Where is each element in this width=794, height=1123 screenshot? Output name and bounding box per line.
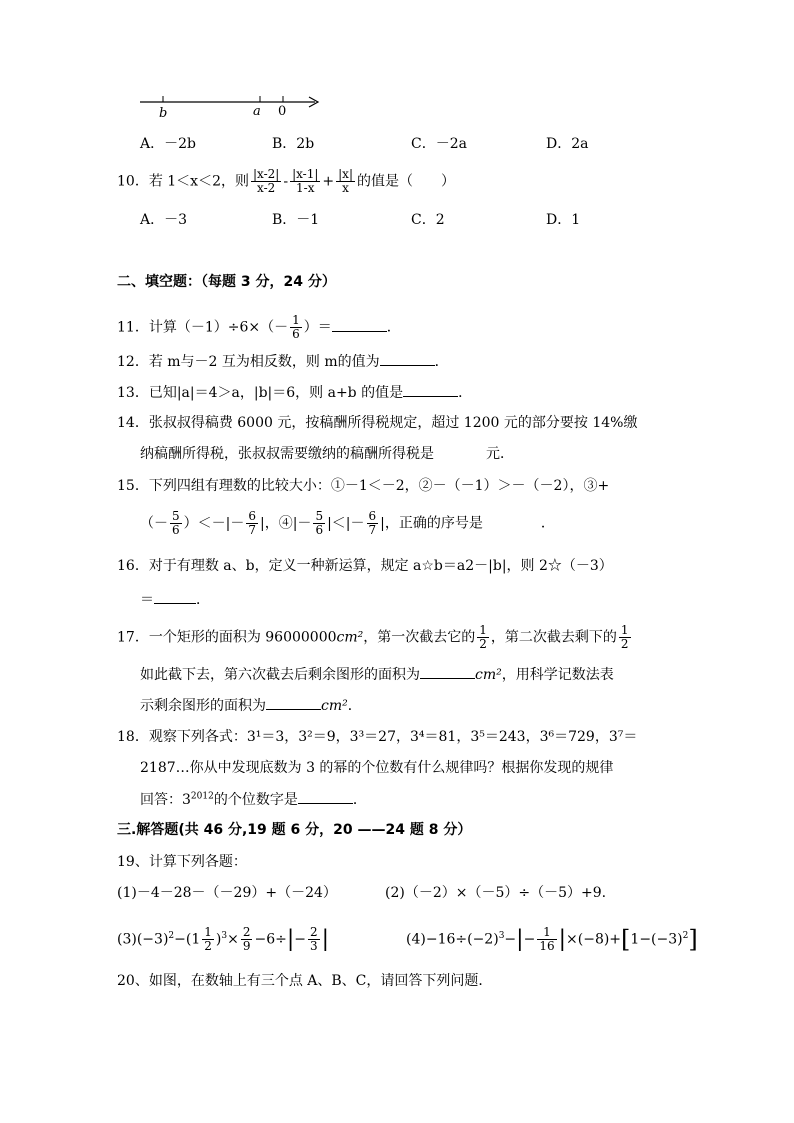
q19-p3-frac3: $\frac{2}{3}$ xyxy=(310,925,318,953)
section2-title: 二、填空题：（每题 3 分，24 分） xyxy=(117,274,336,290)
q9-option-c: C．－2a xyxy=(411,136,467,152)
q17-answer-blank-2[interactable] xyxy=(266,695,321,710)
q15-frac2: $\frac{6}{7}$ xyxy=(248,509,256,537)
q9-option-b: B．2b xyxy=(272,136,315,152)
q19-part3: $(3)(-3)^2-(1$ $\frac{1}{2}$ )$^3$× $\frac{2}{9}$ −6÷|− $\frac{2}{3}$ | xyxy=(117,925,330,953)
q19-p4-frac1: $\frac{1}{16}$ xyxy=(539,925,555,953)
q10-option-c: C．2 xyxy=(411,212,445,228)
q16-line2: ＝ ． xyxy=(140,589,210,610)
q19-title: 19、计算下列各题： xyxy=(117,854,247,870)
q13-line: 13．已知|a|＝4＞a，|b|＝6，则 a+b 的值是 ． xyxy=(117,382,472,403)
q17-line3: 示剩余图形的面积为 cm²． xyxy=(140,695,362,716)
q15-frac1: $\frac{5}{6}$ xyxy=(172,509,180,537)
q20-line: 20、如图，在数轴上有三个点 A、B、C，请回答下列问题． xyxy=(117,973,493,989)
q17-line2: 如此截下去，第六次截去后剩余图形的面积为 cm²，用科学记数法表 xyxy=(140,664,614,685)
q17-line1: 17．一个矩形的面积为 96000000cm²，第一次截去它的 $\frac{1}{2}$ ，第二次截去剩下的 $\frac{1}{2}$ xyxy=(117,623,629,651)
q10-line: 10．若 1＜x＜2，则 $\frac{|x-2|}{x-2}$ - $\frac{|x-1|}{1-x}$ + $\frac{|x|}{x}$ 的值是（ ） xyxy=(117,167,455,195)
q10-frac2: $\frac{|x-1|}{1-x}$ xyxy=(292,167,319,195)
q10-frac1: $\frac{|x-2|}{x-2}$ xyxy=(252,167,280,195)
q11-answer-blank[interactable] xyxy=(332,317,387,332)
q17-answer-blank-1[interactable] xyxy=(420,664,475,679)
q10-suffix: 的值是（ ） xyxy=(357,173,455,190)
q14-line1: 14．张叔叔得稿费 6000 元，按稿酬所得税规定，超过 1200 元的部分要按 14%缴 xyxy=(117,415,638,431)
q9-option-d: D．2a xyxy=(546,136,589,152)
q18-line2: 2187…你从中发现底数为 3 的幂的个位数有什么规律吗？根据你发现的规律 xyxy=(140,760,614,776)
q18-line1: 18．观察下列各式：3¹＝3，3²＝9，3³＝27，3⁴＝81，3⁵＝243，3⁶＝729，3⁷＝ xyxy=(117,729,638,745)
q18-answer-blank[interactable] xyxy=(298,789,353,804)
q19-part1: (1)－4－28－（－29）+（－24） xyxy=(117,885,337,901)
q17-frac1: $\frac{1}{2}$ xyxy=(479,623,487,651)
q15-line2: （－ $\frac{5}{6}$ ）＜－|－ $\frac{6}{7}$ |，④|－ $\frac{5}{6}$ |＜|－ $\frac{6}{7}$ |，正确的序号是 ． xyxy=(140,509,555,537)
label-b: b xyxy=(159,106,168,121)
q18-exponent: 2012 xyxy=(190,791,214,802)
q19-p3-frac2: $\frac{2}{9}$ xyxy=(242,925,251,953)
q12-answer-blank[interactable] xyxy=(380,351,435,366)
label-a: a xyxy=(253,104,261,119)
q10-option-a: A．－3 xyxy=(140,212,188,228)
q18-line3: 回答：$3^{2012}$的个位数字是 ． xyxy=(140,789,367,810)
q11-frac: $\frac{1}{6}$ xyxy=(292,313,300,341)
q12-line: 12．若 m与－2 互为相反数，则 m的值为 ． xyxy=(117,351,449,372)
q19-part4: $(4)-16\div(-2)^3-|-$ $\frac{1}{16}$ $|\times(-8)+[1-(-3)^2]$ xyxy=(406,925,698,954)
q19-part2: (2)（－2）×（－5）÷（－5）+9. xyxy=(385,885,607,901)
q17-unit: cm² xyxy=(336,629,364,646)
q9-option-a: A．－2b xyxy=(140,136,196,152)
q11-line: 11．计算（－1）÷6×（－ $\frac{1}{6}$ ）＝ ． xyxy=(117,313,401,341)
q13-answer-blank[interactable] xyxy=(403,382,458,397)
q10-option-b: B．－1 xyxy=(272,212,320,228)
q15-frac3: $\frac{5}{6}$ xyxy=(315,509,324,537)
q10-option-d: D．1 xyxy=(546,212,581,228)
q16-line1: 16．对于有理数 a、b，定义一种新运算，规定 a☆b＝a2－|b|，则 2☆（－3） xyxy=(117,558,613,574)
q15-line1: 15．下列四组有理数的比较大小：①－1＜－2，②－（－1）＞－（－2），③+ xyxy=(117,478,610,494)
number-line-figure xyxy=(135,92,335,124)
section3-title: 三.解答题(共 46 分,19 题 6 分，20 ——24 题 8 分） xyxy=(117,822,472,838)
q15-frac4: $\frac{6}{7}$ xyxy=(368,509,377,537)
q16-answer-blank[interactable] xyxy=(154,589,196,604)
q14-line2: 纳稿酬所得税，张叔叔需要缴纳的稿酬所得税是 元． xyxy=(140,446,514,462)
q10-prefix: 10．若 1＜x＜2，则 xyxy=(117,173,249,190)
label-0: 0 xyxy=(278,104,287,119)
q19-p3-frac1: $\frac{1}{2}$ xyxy=(204,925,212,953)
q17-frac2: $\frac{1}{2}$ xyxy=(620,623,629,651)
q10-frac3: $\frac{|x|}{x}$ xyxy=(338,167,353,195)
